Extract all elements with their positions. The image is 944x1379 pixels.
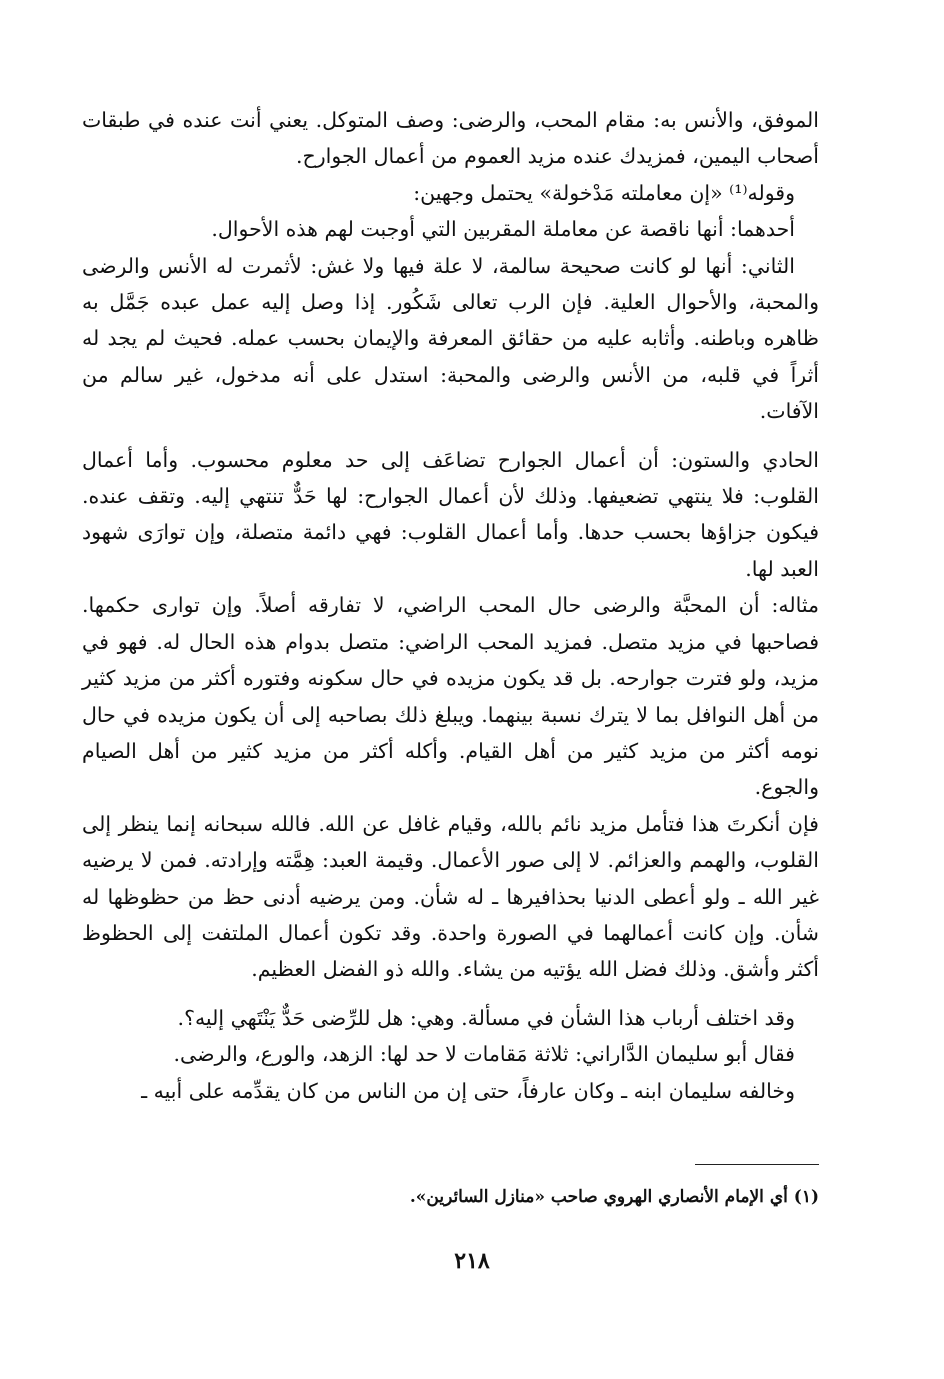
paragraph-4: الثاني: أنها لو كانت صحيحة سالمة، لا علة فيها ولا غش: لأثمرت له الأنس والرضى والمحبة، والأحوال العلية. فإن الرب تعالى شَكُور. إذا وصل إليه عمل عبده جَمَّل به ظاهره وباطنه. وأثابه عليه من حقائق المعرفة والإيمان بحسب عمله. فحيث لم يجد له أثراً في قلبه، من الأنس والرضى والمحبة: استدل على أنه مدخول، غير سالم من الآفات. (82, 253, 819, 424)
paragraph-8: وقد اختلف أرباب هذا الشأن في مسألة. وهي: هل للرِّضى حَدٌّ يَنْتَهي إليه؟. (177, 1005, 795, 1030)
paragraph-3: أحدهما: أنها ناقصة عن معاملة المقربين التي أوجبت لهم هذه الأحوال. (211, 217, 795, 242)
paragraph-5: الحادي والستون: أن أعمال الجوارح تضاعَف إلى حد معلوم محسوب. وأما أعمال القلوب: فلا ينتهي تضعيفها. وذلك لأن أعمال الجوارح: لها حَدٌّ تنتهي إليه. وتقف عنده. فيكون جزاؤها بحسب حدها. وأما أعمال القلوب: فهي دائمة متصلة، وإن توارَى شهود العبد لها. (82, 447, 819, 581)
paragraph-9: فقال أبو سليمان الدَّاراني: ثلاثة مَقامات لا حد لها: الزهد، والورع، والرضى. (173, 1042, 795, 1067)
paragraph-6: مثاله: أن المحبَّة والرضى حال المحب الراضي، لا تفارقه أصلاً. وإن توارى حكمها. فصاحبها في مزيد متصل. فمزيد المحب الراضي: متصل بدوام هذه الحال له. فهو في مزيد، ولو فترت جوارحه. بل قد يكون مزيده في حال سكونه وفتوره أكثر من مزيد كثير من أهل النوافل بما لا يترك نسبة بينهما. ويبلغ ذلك بصاحبه إلى أن يكون مزيده في حال نومه أكثر من مزيد كثير من أهل القيام. وأكله أكثر من مزيد كثير من أهل الصيام والجوع. (82, 593, 819, 800)
footnote: (١) أي الإمام الأنصاري الهروي صاحب «منازل السائرين». (409, 1187, 819, 1207)
paragraph-1: الموفق، والأنس به: مقام المحب، والرضى: وصف المتوكل. يعني أنت عنده في طبقات أصحاب اليمين، فمزيدك عنده مزيد العموم من أعمال الجوارح. (82, 108, 819, 169)
page-number: ٢١٨ (454, 1248, 490, 1274)
paragraph-2: وقوله⁽¹⁾ «إن معاملته مَدْخولة» يحتمل وجهين: (413, 180, 795, 205)
main-text (82, 102, 819, 1109)
footnote-separator (695, 1164, 819, 1165)
paragraph-10: وخالفه سليمان ابنه ـ وكان عارفاً، حتى إن من الناس من كان يقدِّمه على أبيه ـ (141, 1078, 795, 1103)
paragraph-7: فإن أنكرتَ هذا فتأمل مزيد نائم بالله، وقيام غافل عن الله. فالله سبحانه إنما ينظر إلى القلوب، والهمم والعزائم. لا إلى صور الأعمال. وقيمة العبد: هِمَّته وإرادته. فمن لا يرضيه غير الله ـ ولو أعطى الدنيا بحذافيرها ـ له شأن. ومن يرضيه أدنى حظ من حظوظها له شأن. وإن كانت أعمالهما في الصورة واحدة. وقد تكون أعمال الملتفت إلى الحظوظ أكثر وأشق. وذلك فضل الله يؤتيه من يشاء. والله ذو الفضل العظيم. (82, 811, 819, 982)
